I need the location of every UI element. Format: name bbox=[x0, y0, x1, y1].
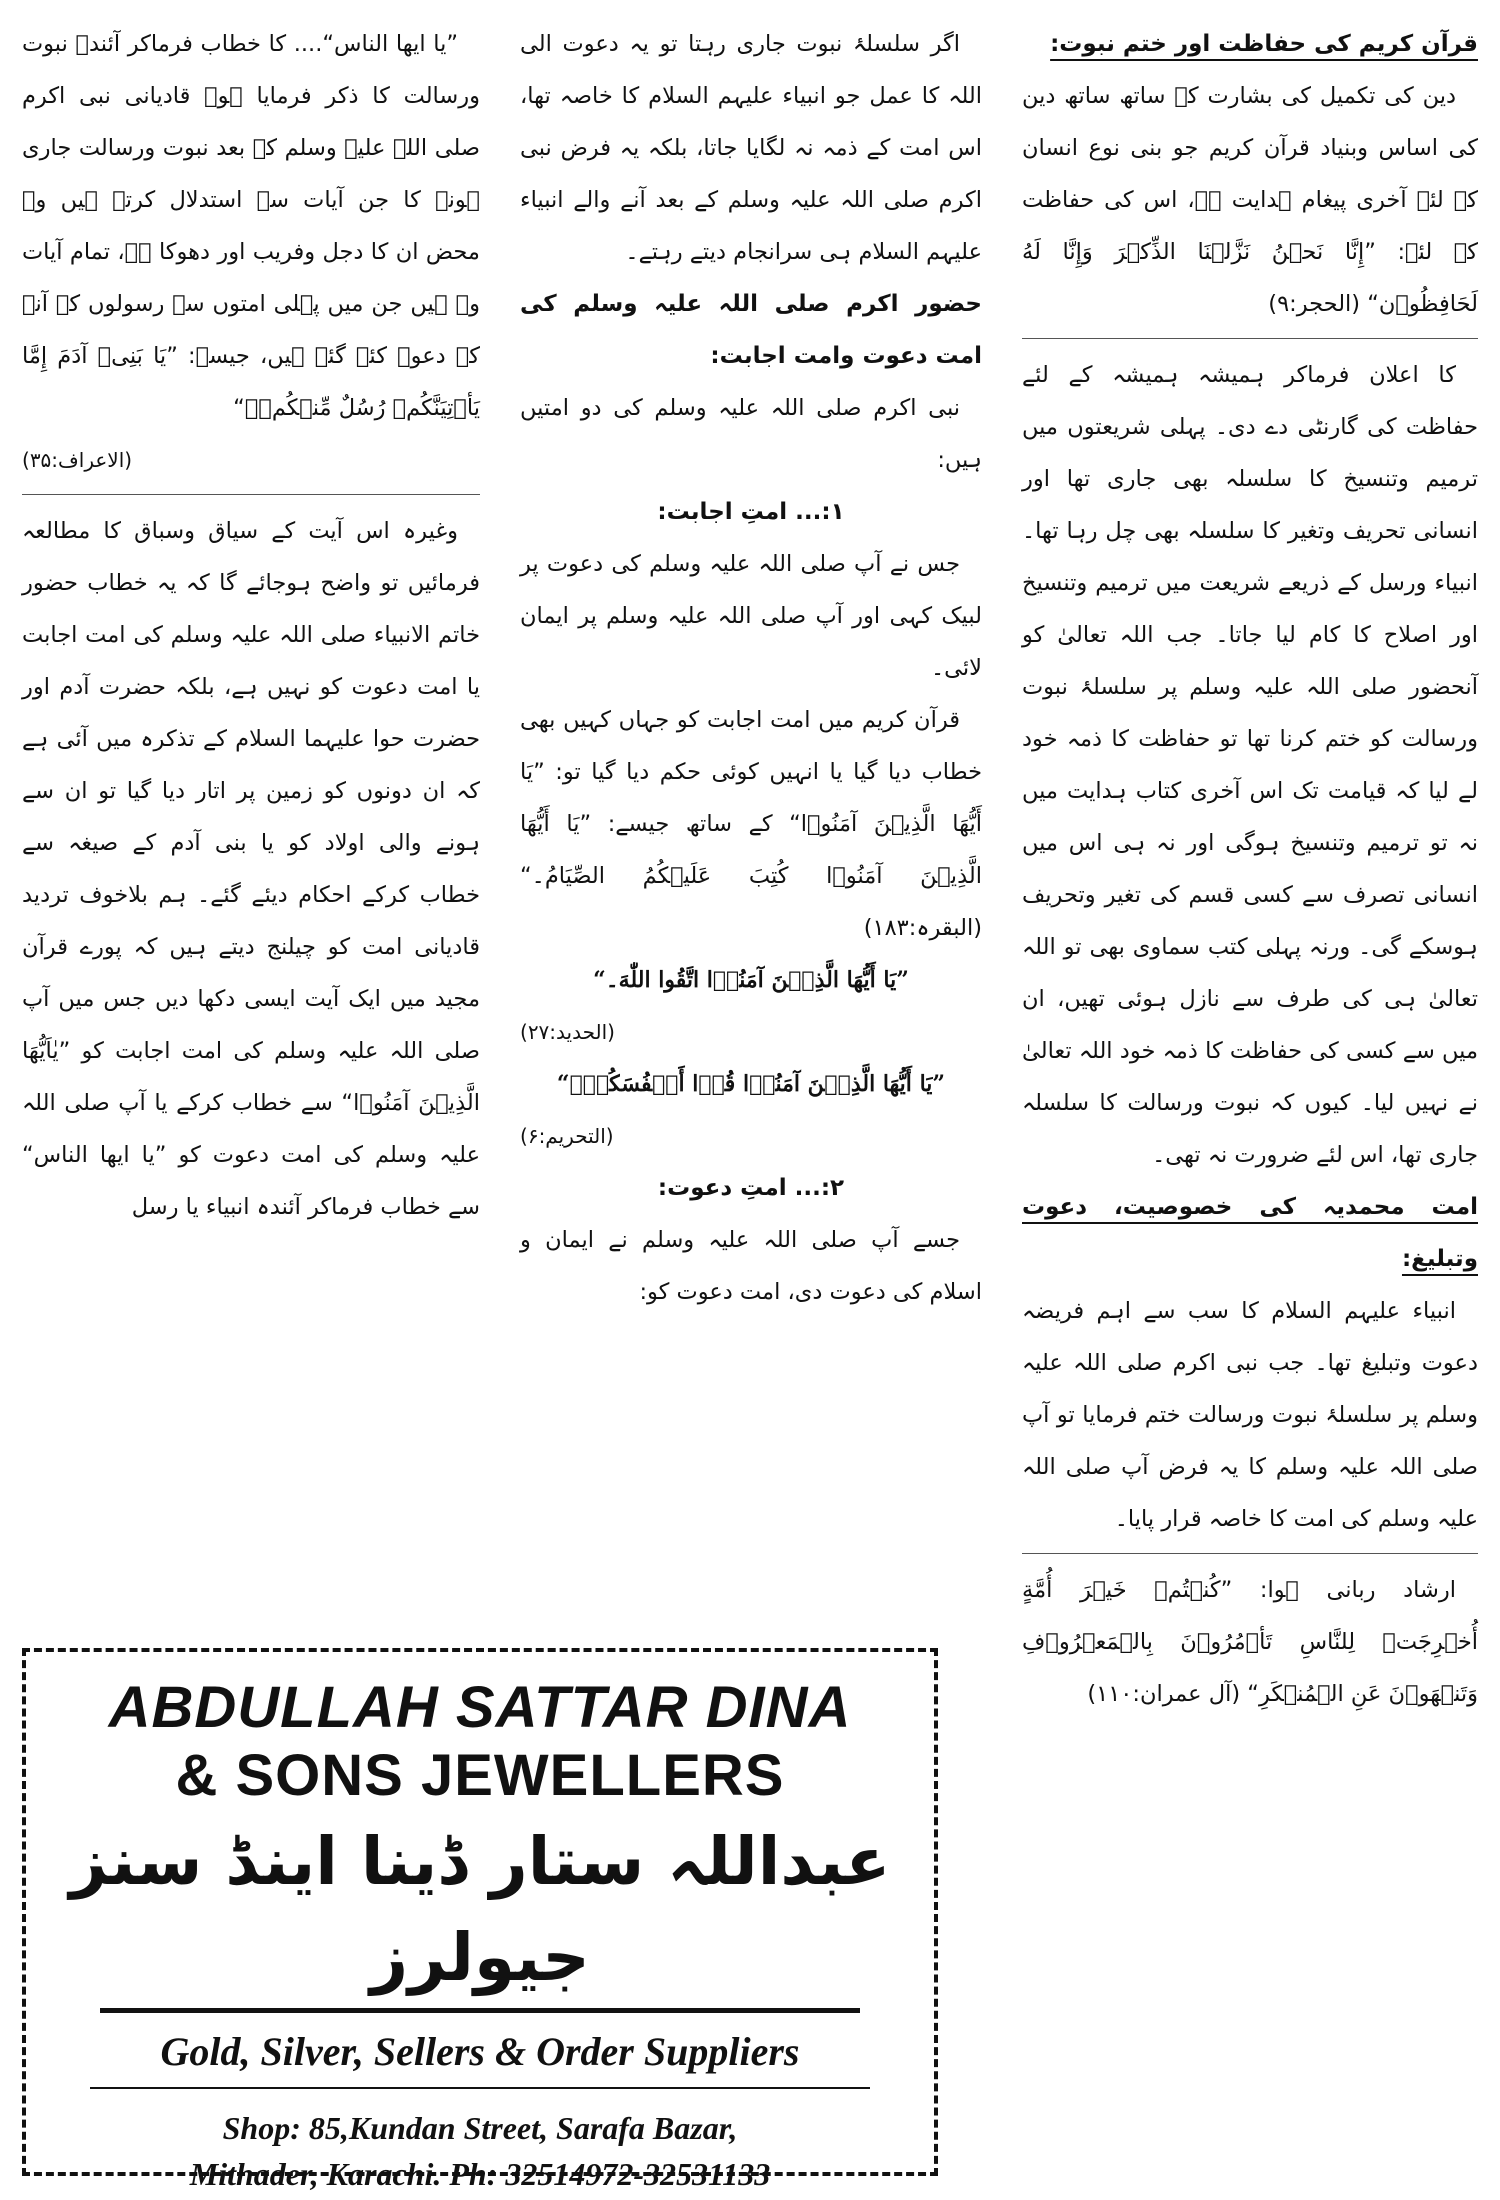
paragraph: ارشاد ربانی ہوا: ”کُنۡتُمۡ خَیۡرَ أُمَّةٍ أُخۡرِجَتۡ لِلنَّاسِ تَأۡمُرُوۡنَ بِالۡمَعۡرُوۡفِ وَتَنۡهَوۡنَ عَنِ الۡمُنۡکَرِ“ (آل عمران:۱۱۰) bbox=[1022, 1577, 1478, 1707]
paragraph: کا اعلان فرماکر ہمیشہ ہمیشہ کے لئے حفاظت کی گارنٹی دے دی۔ پہلی شریعتوں میں ترمیم وتنسیخ کا سلسلہ بھی جاری تھا اور انسانی تحریف وتغیر کا سلسلہ بھی چل رہا تھا۔ انبیاء ورسل کے ذریعے شریعت میں ترمیم وتنسیخ اور اصلاح کا کام لیا جاتا۔ جب اللہ تعالیٰ کو آنحضور صلی اللہ علیہ وسلم پر سلسلۂ نبوت ورسالت کو ختم کرنا تھا تو حفاظت کا ذمہ خود لے لیا کہ قیامت تک اس آخری کتاب ہدایت میں نہ تو ترمیم وتنسیخ ہوگی اور نہ ہی اس میں انسانی تصرف سے کسی قسم کی تغیر وتحریف ہوسکے گی۔ ورنہ پہلی کتب سماوی بھی تو اللہ تعالیٰ ہی کی طرف سے نازل ہوئی تھیں، ان میں سے کسی کی حفاظت کا ذمہ خود اللہ تعالیٰ نے نہیں لیا۔ کیوں کہ نبوت ورسالت کا سلسلہ جاری تھا، اس لئے ضرورت نہ تھی۔ bbox=[1022, 362, 1478, 1168]
divider bbox=[1022, 338, 1478, 339]
jewellers-advertisement bbox=[22, 1648, 938, 2192]
section-heading-two-ummahs: حضور اکرم صلی اللہ علیہ وسلم کی امت دعوت وامت اجابت: bbox=[520, 291, 982, 369]
paragraph: انبیاء علیہم السلام کا سب سے اہم فریضہ دعوت وتبلیغ تھا۔ جب نبی اکرم صلی اللہ علیہ وسلم پر سلسلۂ نبوت ورسالت ختم فرمایا تو آپ صلی اللہ علیہ وسلم کا یہ فرض آپ صلی اللہ علیہ وسلم کی امت کا خاصہ قرار پایا۔ bbox=[1022, 1298, 1478, 1532]
right-column bbox=[1022, 18, 1478, 1720]
newspaper-page bbox=[22, 18, 1478, 2192]
paragraph: نبی اکرم صلی اللہ علیہ وسلم کی دو امتیں ہیں: bbox=[520, 395, 982, 473]
ad-rule bbox=[90, 2087, 870, 2089]
ad-urdu-name: عبداللہ ستار ڈینا اینڈ سنز جیولرز bbox=[69, 1823, 891, 1996]
subheading-ummat-ijabat: ۱:... امتِ اجابت: bbox=[657, 499, 845, 525]
left-column bbox=[22, 18, 480, 1616]
verse-reference: (الاعراف:۳۵) bbox=[22, 448, 133, 472]
paragraph: ”یا ایها الناس“.... کا خطاب فرماکر آئندہ نبوت ورسالت کا ذکر فرمایا ہو۔ قادیانی نبی اکرم صلی اللہ علیہ وسلم کے بعد نبوت ورسالت جاری ہونے کا جن آیات سے استدلال کرتے ہیں وہ محض ان کا دجل وفریب اور دھوکا ہے، تمام آیات وہ ہیں جن میں پہلی امتوں سے رسولوں کے آنے کے دعوے کئے گئے ہیں، جیسے: ”یَا بَنِیۡ آدَمَ إِمَّا یَأۡتِیَنَّکُمۡ رُسُلٌ مِّنۡکُمۡ۔“ bbox=[22, 31, 480, 421]
ad-tagline: Gold, Silver, Sellers & Order Suppliers bbox=[160, 2029, 800, 2074]
subheading-ummat-dawat: ۲:... امتِ دعوت: bbox=[657, 1175, 845, 1201]
paragraph: اگر سلسلۂ نبوت جاری رہتا تو یہ دعوت الی اللہ کا عمل جو انبیاء علیہم السلام کا خاصہ تھا، اس امت کے ذمہ نہ لگایا جاتا، بلکہ یہ فرض نبی اکرم صلی اللہ علیہ وسلم کے بعد آنے والے انبیاء علیہم السلام ہی سرانجام دیتے رہتے۔ bbox=[520, 31, 982, 265]
ad-rule bbox=[100, 2008, 860, 2013]
paragraph: جسے آپ صلی اللہ علیہ وسلم نے ایمان و اسلام کی دعوت دی، امت دعوت کو: bbox=[520, 1227, 982, 1305]
verse-reference: (الحدید:۲۷) bbox=[520, 1020, 615, 1044]
divider bbox=[1022, 1553, 1478, 1554]
paragraph: وغیرہ اس آیت کے سیاق وسباق کا مطالعہ فرمائیں تو واضح ہوجائے گا کہ یہ خطاب حضور خاتم الانبیاء صلی اللہ علیہ وسلم کی امت اجابت یا امت دعوت کو نہیں ہے، بلکہ حضرت آدم اور حضرت حوا علیہما السلام کے تذکرہ میں آئی ہے کہ ان دونوں کو زمین پر اتار دیا گیا تو ان سے ہونے والی اولاد کو یا بنی آدم کے صیغہ سے خطاب کرکے احکام دیئے گئے۔ ہم بلاخوف تردید قادیانی امت کو چیلنج دیتے ہیں کہ پورے قرآن مجید میں ایک آیت ایسی دکھا دیں جس میں آپ صلی اللہ علیہ وسلم کی امت اجابت کو ”یٰاَیُّهَا الَّذِیۡنَ آمَنُوۡا“ سے خطاب کرکے یا آپ صلی اللہ علیہ وسلم کی امت دعوت کو ”یا ایها الناس“ سے خطاب فرماکر آئندہ انبیاء یا رسل bbox=[22, 518, 480, 1220]
quran-verse: ”یَا أَیُّهَا الَّذِیۡنَ آمَنُوۡا قُوۡا أَنۡفُسَکُمۡ۔“ bbox=[556, 1071, 946, 1097]
ad-company-name: ABDULLAH SATTAR DINA bbox=[108, 1675, 852, 1740]
middle-column bbox=[520, 18, 982, 1616]
paragraph: جس نے آپ صلی اللہ علیہ وسلم کی دعوت پر لبیک کہی اور آپ صلی اللہ علیہ وسلم پر ایمان لائی۔ bbox=[520, 551, 982, 681]
divider bbox=[22, 494, 480, 495]
section-heading-dawah: امت محمدیہ کی خصوصیت، دعوت وتبلیغ: bbox=[1022, 1194, 1478, 1272]
ad-company-name-line2: & SONS JEWELLERS bbox=[175, 1743, 785, 1808]
section-heading-quran-protection: قرآن کریم کی حفاظت اور ختم نبوت: bbox=[1050, 31, 1478, 57]
paragraph: دین کی تکمیل کی بشارت کے ساتھ ساتھ دین کی اساس وبنیاد قرآن کریم جو بنی نوع انسان کے لئے آخری پیغام ہدایت ہے، اس کی حفاظت کے لئے: ”إِنَّا نَحۡنُ نَزَّلۡنَا الذِّکۡرَ وَإِنَّا لَهُ لَحَافِظُوۡن“ (الحجر:۹) bbox=[1022, 83, 1478, 317]
paragraph: قرآن کریم میں امت اجابت کو جہاں کہیں بھی خطاب دیا گیا یا انہیں کوئی حکم دیا گیا تو: ”یَا أَیُّهَا الَّذِیۡنَ آمَنُوۡا“ کے ساتھ جیسے: ”یَا أَیُّهَا الَّذِیۡنَ آمَنُوۡا کُتِبَ عَلَیۡکُمُ الصِّیَامُ۔“ (البقرہ:۱۸۳) bbox=[520, 707, 982, 941]
quran-verse: ”یَا أَیُّهَا الَّذِیۡنَ آمَنُوۡا اتَّقُوا اللّٰهَ۔“ bbox=[593, 967, 909, 993]
ad-address-line: Mithader, Karachi. Ph: 32514972-32531133 bbox=[189, 2156, 771, 2192]
ad-address-line: Shop: 85,Kundan Street, Sarafa Bazar, bbox=[222, 2110, 738, 2146]
verse-reference: (التحریم:۶) bbox=[520, 1124, 614, 1148]
